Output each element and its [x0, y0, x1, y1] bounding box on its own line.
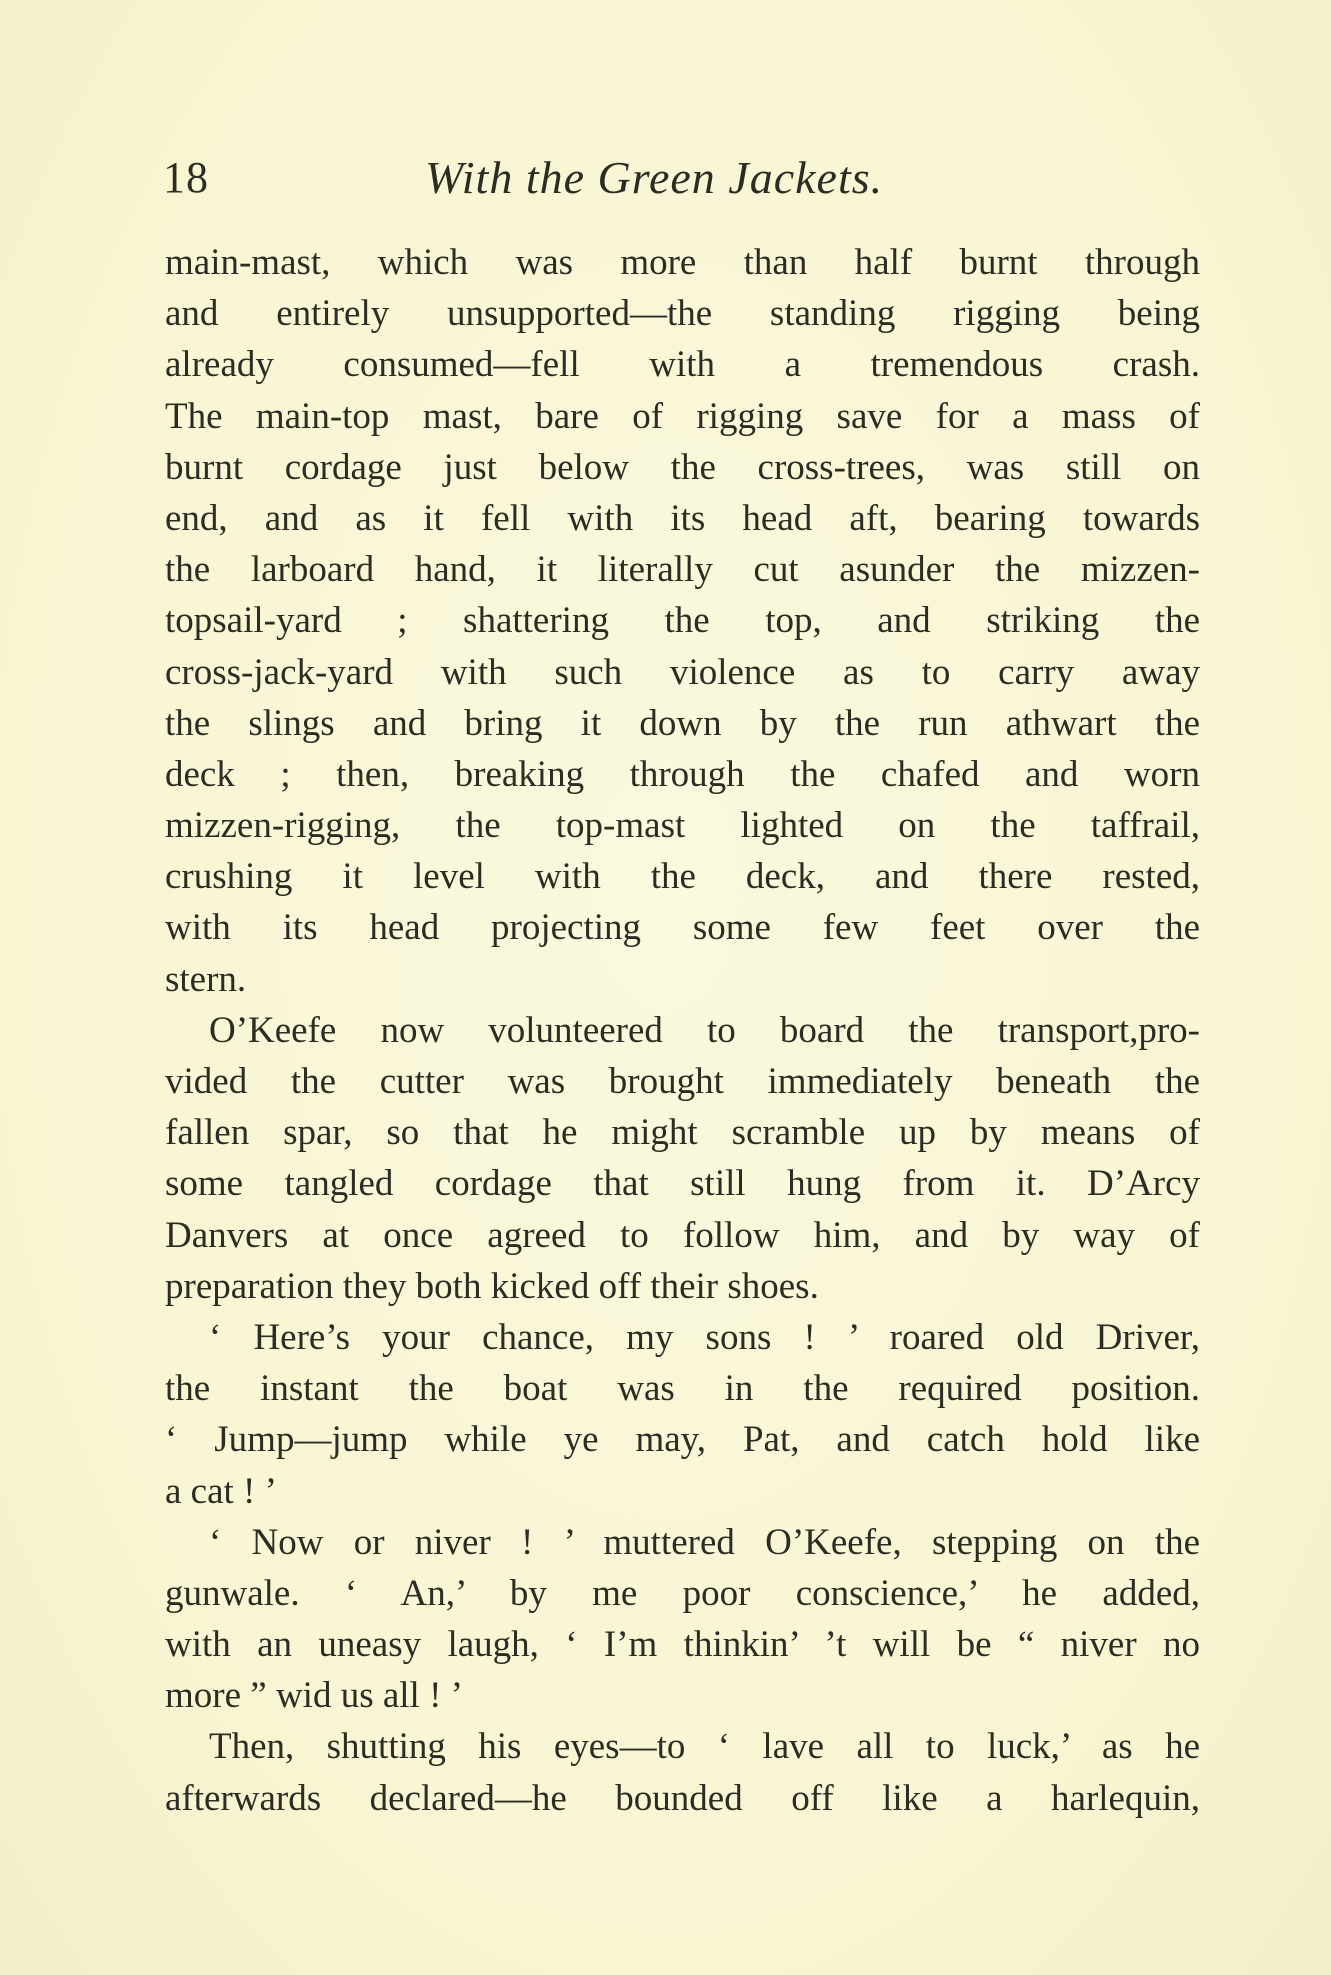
text-line: more ” wid us all ! ’	[165, 1675, 463, 1717]
text-line: gunwale. ‘ An,’ by me poor conscience,’ he added,	[165, 1572, 1200, 1614]
text-line: Then, shutting his eyes—to ‘ lave all to luck,’ as he	[209, 1726, 1200, 1768]
running-header	[163, 148, 1203, 208]
text-line: ‘ Now or niver ! ’ muttered O’Keefe, stepping on the	[209, 1521, 1200, 1563]
text-line: preparation they both kicked off their shoes.	[165, 1265, 819, 1307]
text-line: deck ; then, breaking through the chafed and worn	[165, 753, 1200, 795]
text-line: mizzen-rigging, the top-mast lighted on the taffrail,	[165, 805, 1200, 847]
text-line: already consumed—fell with a tremendous crash.	[165, 344, 1200, 386]
text-line: end, and as it fell with its head aft, bearing towards	[165, 497, 1200, 539]
text-line: ‘ Jump—jump while ye may, Pat, and catch hold like	[165, 1419, 1200, 1461]
text-line: Danvers at once agreed to follow him, and by way of	[165, 1214, 1200, 1256]
text-line: burnt cordage just below the cross-trees, was still on	[165, 446, 1200, 488]
text-line: stern.	[165, 958, 247, 1000]
text-line: the larboard hand, it literally cut asunder the mizzen-	[165, 549, 1200, 591]
text-line: and entirely unsupported—the standing rigging being	[165, 293, 1200, 335]
text-line: O’Keefe now volunteered to board the transport,pro-	[209, 1009, 1200, 1051]
text-line: fallen spar, so that he might scramble up by means of	[165, 1112, 1200, 1154]
text-line: the instant the boat was in the required position.	[165, 1368, 1200, 1410]
text-line: with its head projecting some few feet over the	[165, 907, 1200, 949]
text-line: vided the cutter was brought immediately beneath the	[165, 1061, 1200, 1102]
running-title: With the Green Jackets.	[425, 152, 884, 203]
page-number: 18	[163, 153, 209, 202]
text-line: The main-top mast, bare of rigging save for a mass of	[165, 395, 1200, 437]
text-line: ‘ Here’s your chance, my sons ! ’ roared old Driver,	[209, 1316, 1200, 1358]
text-line: crushing it level with the deck, and there rested,	[165, 856, 1200, 898]
text-line: some tangled cordage that still hung from it. D’Arcy	[165, 1163, 1200, 1205]
body-text	[165, 237, 1200, 1824]
text-line: cross-jack-yard with such violence as to carry away	[165, 651, 1200, 693]
text-line: the slings and bring it down by the run athwart the	[165, 702, 1200, 744]
text-line: topsail-yard ; shattering the top, and striking the	[165, 600, 1200, 642]
text-line: main-mast, which was more than half burnt through	[165, 242, 1200, 283]
text-line: afterwards declared—he bounded off like a harlequin,	[165, 1777, 1200, 1819]
text-line: with an uneasy laugh, ‘ I’m thinkin’ ’t will be “ niver no	[165, 1624, 1200, 1666]
text-line: a cat ! ’	[165, 1470, 277, 1512]
